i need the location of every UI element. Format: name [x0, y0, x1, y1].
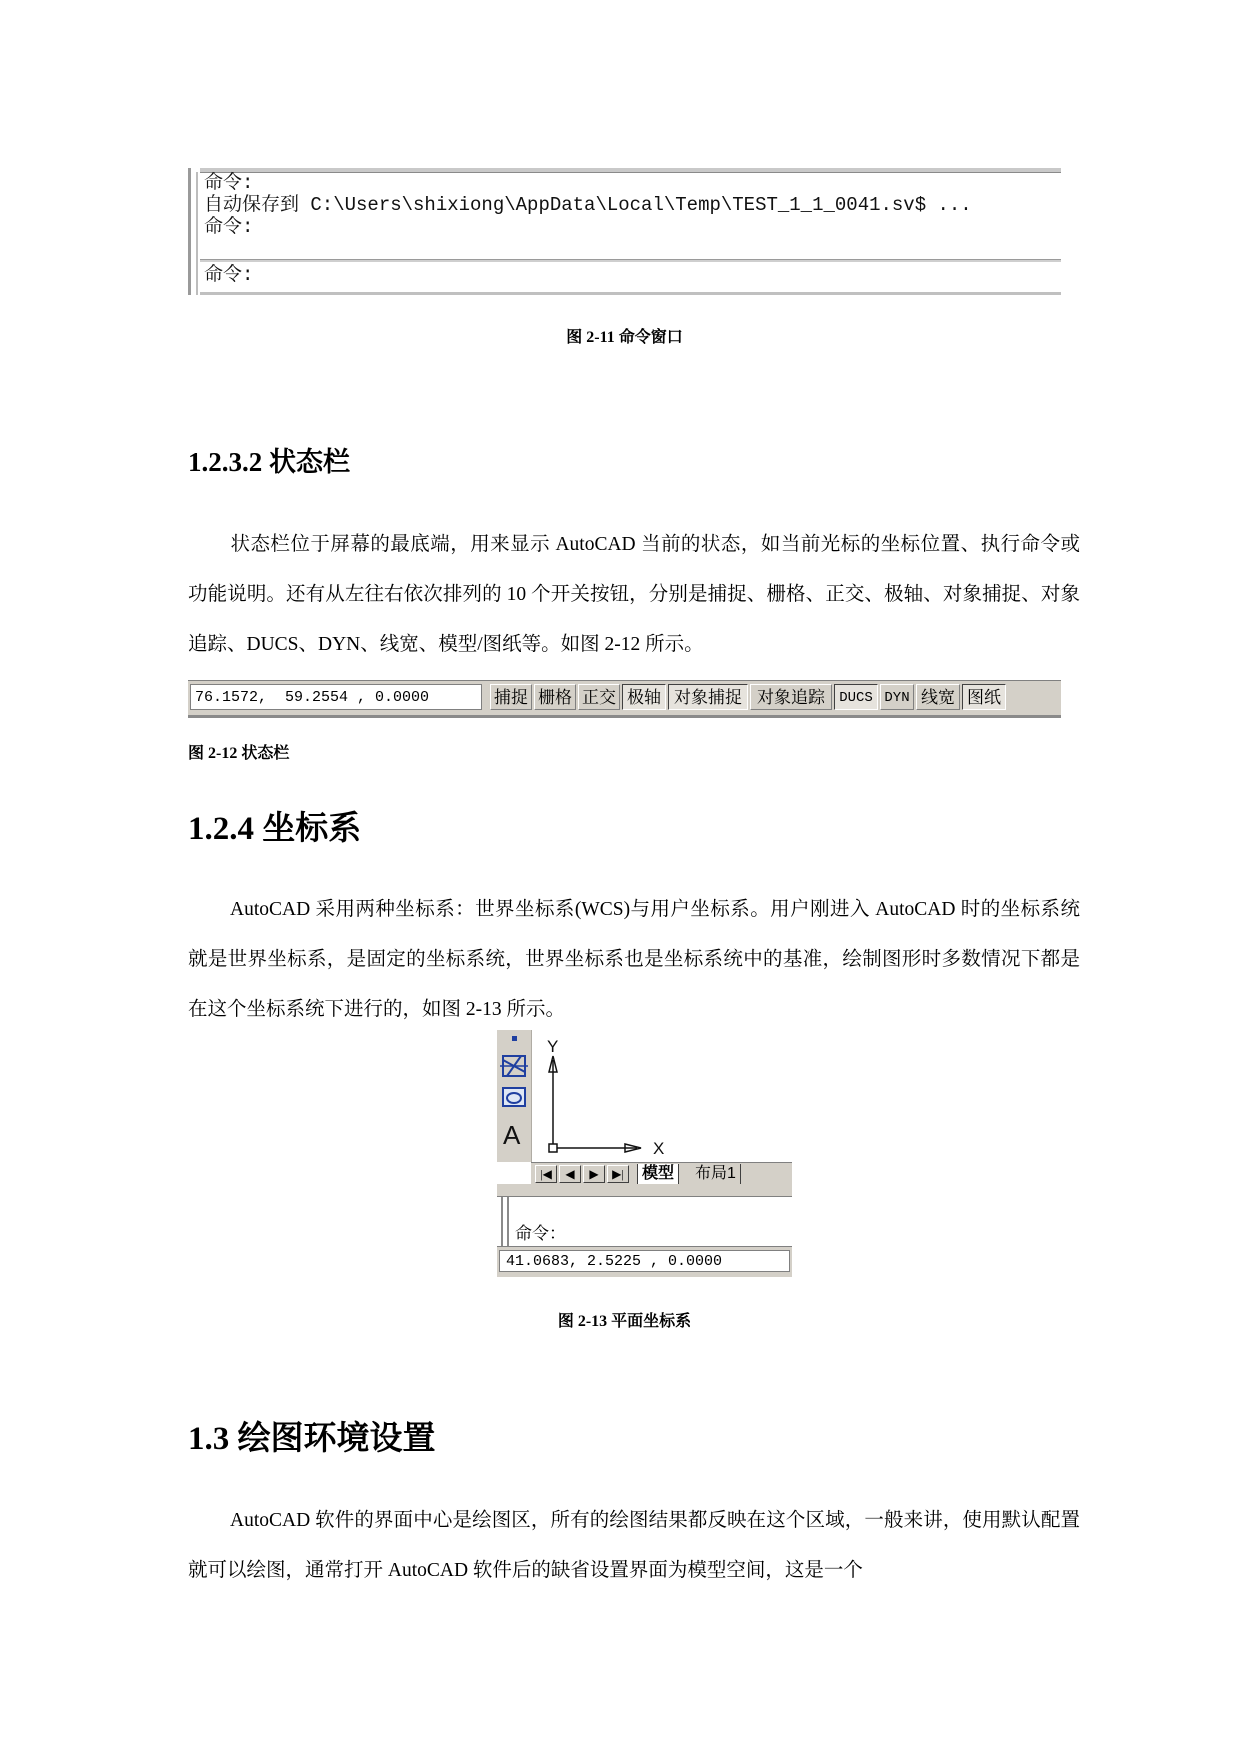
snap-toggle-button[interactable]: 捕捉: [490, 684, 532, 710]
command-line-grip-inner: [507, 1197, 509, 1247]
command-window-grip-inner: [196, 172, 198, 295]
command-prompt-line[interactable]: 命令:: [204, 264, 254, 286]
command-history-line-1: 命令:: [204, 172, 254, 194]
panel-gap: [497, 1184, 792, 1196]
command-line-grip: [501, 1197, 503, 1247]
ucs-icon: [547, 1037, 664, 1158]
status-bar-coordinates: 76.1572, 59.2554 , 0.0000: [190, 684, 482, 710]
coordinate-readout: 41.0683, 2.5225 , 0.0000: [499, 1250, 790, 1272]
paragraph-coordinate-system: [188, 885, 1080, 1035]
command-window-grip[interactable]: [188, 168, 191, 295]
section-heading-13: 1.3 绘图环境设置: [188, 1421, 436, 1457]
command-window: [188, 168, 1061, 295]
status-bar: [188, 680, 1061, 718]
prev-tab-button[interactable]: ◀: [559, 1165, 581, 1183]
section-heading-1232: 1.2.3.2 状态栏: [188, 447, 350, 477]
command-line-area[interactable]: [497, 1196, 792, 1247]
paragraph-status-bar-text: 状态栏位于屏幕的最底端，用来显示 AutoCAD 当前的状态，如当前光标的坐标位置、执行命令或功能说明。还有从左往右依次排列的 10 个开关按钮，分别是捕捉、栅格、正交、极轴、对象捕捉、对象追踪、DUCS、DYN、线宽、模型/图纸等。如图 2-12 所示。: [188, 534, 1080, 655]
y-axis-label: Y: [547, 1037, 559, 1056]
paragraph-coordinate-system-text: AutoCAD 采用两种坐标系：世界坐标系(WCS)与用户坐标系。用户刚进入 AutoCAD 时的坐标系统就是世界坐标系，是固定的坐标系统，世界坐标系也是坐标系统中的基准，绘制图形时多数情况下都是在这个坐标系统下进行的，如图 2-13 所示。: [188, 899, 1080, 1020]
hatch-icon[interactable]: [500, 1056, 528, 1076]
first-tab-button[interactable]: |◀: [535, 1165, 557, 1183]
polar-toggle-button[interactable]: 极轴: [622, 684, 666, 710]
ducs-toggle-button[interactable]: DUCS: [834, 684, 878, 710]
next-tab-button[interactable]: ▶: [583, 1165, 605, 1183]
grid-toggle-button[interactable]: 栅格: [534, 684, 576, 710]
section-heading-124: 1.2.4 坐标系: [188, 811, 362, 847]
command-line-prompt[interactable]: 命令：: [515, 1224, 566, 1243]
command-history-line-3: 命令:: [204, 216, 254, 238]
layout-tabs-bar: [531, 1162, 792, 1185]
coordinate-figure: [497, 1030, 792, 1290]
paper-toggle-button[interactable]: 图纸: [962, 684, 1006, 710]
object-track-toggle-button[interactable]: 对象追踪: [750, 684, 832, 710]
lineweight-toggle-button[interactable]: 线宽: [916, 684, 960, 710]
command-history-line-2: 自动保存到 C:\Users\shixiong\AppData\Local\Temp\TEST_1_1_0041.sv$ ...: [204, 194, 972, 216]
draw-toolbar-icons: [497, 1030, 531, 1162]
text-icon[interactable]: [503, 1120, 521, 1150]
figure-caption-2-11: 图 2-11 命令窗口: [566, 329, 683, 346]
command-window-separator: [200, 259, 1061, 262]
figure-caption-2-13: 图 2-13 平面坐标系: [557, 1313, 692, 1330]
command-window-bottom-border: [200, 292, 1061, 295]
draw-toolbar: [497, 1030, 532, 1162]
paragraph-drawing-environment: [188, 1496, 1080, 1596]
object-snap-toggle-button[interactable]: 对象捕捉: [668, 684, 748, 710]
coordinate-status-bar: [497, 1246, 792, 1277]
tab-model[interactable]: 模型: [637, 1164, 679, 1184]
dyn-toggle-button[interactable]: DYN: [880, 684, 914, 710]
figure-caption-2-12: 图 2-12 状态栏: [188, 745, 290, 762]
command-window-top-border: [200, 168, 1061, 173]
region-icon[interactable]: [503, 1088, 525, 1106]
paragraph-status-bar: [188, 520, 1080, 670]
ortho-toggle-button[interactable]: 正交: [578, 684, 620, 710]
paragraph-drawing-environment-text: AutoCAD 软件的界面中心是绘图区，所有的绘图结果都反映在这个区域，一般来讲，使用默认配置就可以绘图，通常打开 AutoCAD 软件后的缺省设置界面为模型空间，这是一个: [188, 1510, 1080, 1581]
point-icon[interactable]: [512, 1036, 517, 1041]
last-tab-button[interactable]: ▶|: [607, 1165, 629, 1183]
x-axis-label: X: [653, 1139, 665, 1158]
tab-layout1[interactable]: 布局1: [691, 1164, 741, 1184]
drawing-area[interactable]: [531, 1030, 792, 1162]
text-icon-glyph: A: [503, 1120, 521, 1150]
